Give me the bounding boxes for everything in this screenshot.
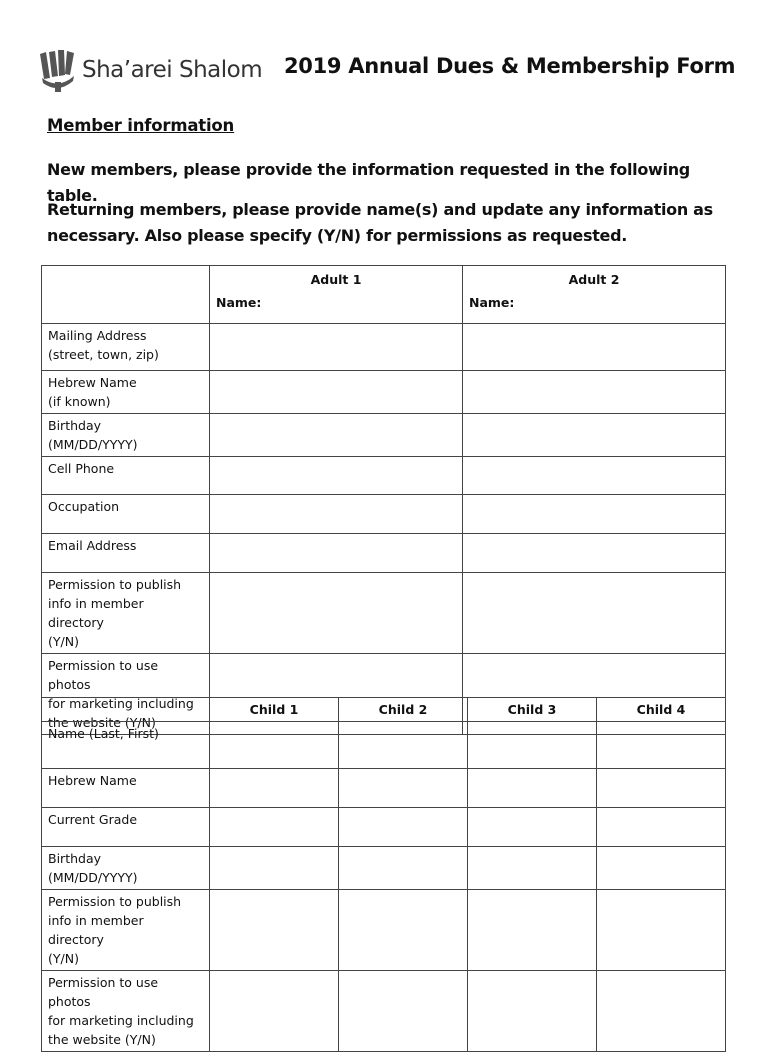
child-4-birthday-field[interactable]	[597, 847, 726, 890]
child-3-heading: Child 3	[468, 698, 597, 722]
adult-2-hebrew-name-field[interactable]	[463, 371, 726, 414]
form-header	[38, 46, 738, 98]
child-4-heading: Child 4	[597, 698, 726, 722]
form-title: 2019 Annual Dues & Membership Form	[284, 54, 736, 78]
child-1-photo-permission-field[interactable]	[210, 971, 339, 1052]
child-2-name-field[interactable]	[339, 722, 468, 769]
child-2-photo-permission-field[interactable]	[339, 971, 468, 1052]
adult-header-row	[42, 266, 726, 324]
child-3-hebrew-name-field[interactable]	[468, 769, 597, 808]
adult-1-email-field[interactable]	[210, 534, 463, 573]
label-line: (MM/DD/YYYY)	[48, 437, 138, 452]
table-row	[42, 457, 726, 495]
child-header-row	[42, 698, 726, 722]
label-line: Permission to use photos	[48, 975, 159, 1009]
child-2-hebrew-name-field[interactable]	[339, 769, 468, 808]
new-members-instructions: New members, please provide the information requested in the following table.	[47, 160, 690, 205]
child-3-grade-field[interactable]	[468, 808, 597, 847]
child-info-table	[41, 697, 726, 1052]
label-line: Current Grade	[48, 812, 138, 827]
adult-1-cell-phone-field[interactable]	[210, 457, 463, 495]
adult-1-mailing-address-field[interactable]	[210, 324, 463, 371]
label-line: Mailing Address	[48, 328, 147, 343]
child-1-directory-permission-field[interactable]	[210, 890, 339, 971]
adult-2-heading: Adult 2	[568, 272, 620, 287]
child-4-photo-permission-field[interactable]	[597, 971, 726, 1052]
adult-1-birthday-field[interactable]	[210, 414, 463, 457]
table-row	[42, 971, 726, 1052]
label-line: (Y/N)	[48, 634, 79, 649]
section-heading: Member information	[47, 116, 235, 135]
row-label-child-birthday	[42, 847, 210, 890]
returning-members-instructions: Returning members, please provide name(s) and update any information as necessary. Also please specify (Y/N) for permissions as requested.	[47, 200, 713, 245]
adult-2-directory-permission-field[interactable]	[463, 573, 726, 654]
adult-2-birthday-field[interactable]	[463, 414, 726, 457]
adult-2-cell-phone-field[interactable]	[463, 457, 726, 495]
label-line: for marketing including	[48, 1013, 194, 1028]
corner-cell	[42, 266, 210, 324]
child-2-directory-permission-field[interactable]	[339, 890, 468, 971]
label-line: Occupation	[48, 499, 120, 514]
child-2-birthday-field[interactable]	[339, 847, 468, 890]
adult-1-name-label: Name:	[216, 295, 262, 310]
child-3-birthday-field[interactable]	[468, 847, 597, 890]
label-line: Birthday	[48, 851, 102, 866]
adult-1-occupation-field[interactable]	[210, 495, 463, 534]
logo-text: Sha’arei Shalom	[82, 57, 263, 83]
congregation-logo	[38, 48, 262, 92]
row-label-child-directory-permission	[42, 890, 210, 971]
adult-2-email-field[interactable]	[463, 534, 726, 573]
table-row	[42, 371, 726, 414]
table-row	[42, 808, 726, 847]
table-row	[42, 847, 726, 890]
label-line: (MM/DD/YYYY)	[48, 870, 138, 885]
child-1-grade-field[interactable]	[210, 808, 339, 847]
child-1-name-field[interactable]	[210, 722, 339, 769]
label-line: the website (Y/N)	[48, 715, 156, 730]
label-line: Permission to use photos	[48, 658, 159, 692]
adult-2-name-label: Name:	[469, 295, 515, 310]
label-line: Birthday	[48, 418, 102, 433]
row-label-cell-phone	[42, 457, 210, 495]
label-line: for marketing including	[48, 696, 194, 711]
label-line: (Y/N)	[48, 951, 79, 966]
row-label-current-grade	[42, 808, 210, 847]
row-label-child-name	[42, 722, 210, 769]
child-3-name-field[interactable]	[468, 722, 597, 769]
label-line: Permission to publish	[48, 577, 182, 592]
label-line: Hebrew Name	[48, 773, 137, 788]
label-line: (if known)	[48, 394, 111, 409]
adult-1-directory-permission-field[interactable]	[210, 573, 463, 654]
row-label-directory-permission	[42, 573, 210, 654]
child-2-heading: Child 2	[339, 698, 468, 722]
row-label-email-address	[42, 534, 210, 573]
row-label-child-photo-permission	[42, 971, 210, 1052]
child-4-grade-field[interactable]	[597, 808, 726, 847]
label-line: info in member directory	[48, 913, 144, 947]
label-line: the website (Y/N)	[48, 1032, 156, 1047]
label-line: Permission to publish	[48, 894, 182, 909]
menorah-logo-icon	[38, 48, 78, 92]
corner-cell	[42, 698, 210, 722]
row-label-birthday	[42, 414, 210, 457]
child-1-hebrew-name-field[interactable]	[210, 769, 339, 808]
label-line: Name (Last, First)	[48, 726, 159, 741]
label-line: info in member directory	[48, 596, 144, 630]
table-row	[42, 495, 726, 534]
adult-2-header-cell[interactable]	[463, 266, 726, 324]
child-1-birthday-field[interactable]	[210, 847, 339, 890]
table-row	[42, 890, 726, 971]
child-2-grade-field[interactable]	[339, 808, 468, 847]
adult-1-header-cell[interactable]	[210, 266, 463, 324]
table-row	[42, 324, 726, 371]
adult-2-mailing-address-field[interactable]	[463, 324, 726, 371]
row-label-child-hebrew-name	[42, 769, 210, 808]
table-row	[42, 534, 726, 573]
child-4-hebrew-name-field[interactable]	[597, 769, 726, 808]
child-3-directory-permission-field[interactable]	[468, 890, 597, 971]
child-3-photo-permission-field[interactable]	[468, 971, 597, 1052]
row-label-mailing-address	[42, 324, 210, 371]
label-line: Cell Phone	[48, 461, 115, 476]
table-row	[42, 573, 726, 654]
table-row	[42, 769, 726, 808]
row-label-occupation	[42, 495, 210, 534]
label-line: (street, town, zip)	[48, 347, 159, 362]
adult-2-occupation-field[interactable]	[463, 495, 726, 534]
table-row	[42, 722, 726, 769]
child-1-heading: Child 1	[210, 698, 339, 722]
label-line: Email Address	[48, 538, 137, 553]
row-label-hebrew-name	[42, 371, 210, 414]
table-row	[42, 414, 726, 457]
adult-info-table	[41, 265, 726, 735]
child-4-directory-permission-field[interactable]	[597, 890, 726, 971]
adult-1-heading: Adult 1	[310, 272, 362, 287]
child-4-name-field[interactable]	[597, 722, 726, 769]
label-line: Hebrew Name	[48, 375, 137, 390]
adult-1-hebrew-name-field[interactable]	[210, 371, 463, 414]
